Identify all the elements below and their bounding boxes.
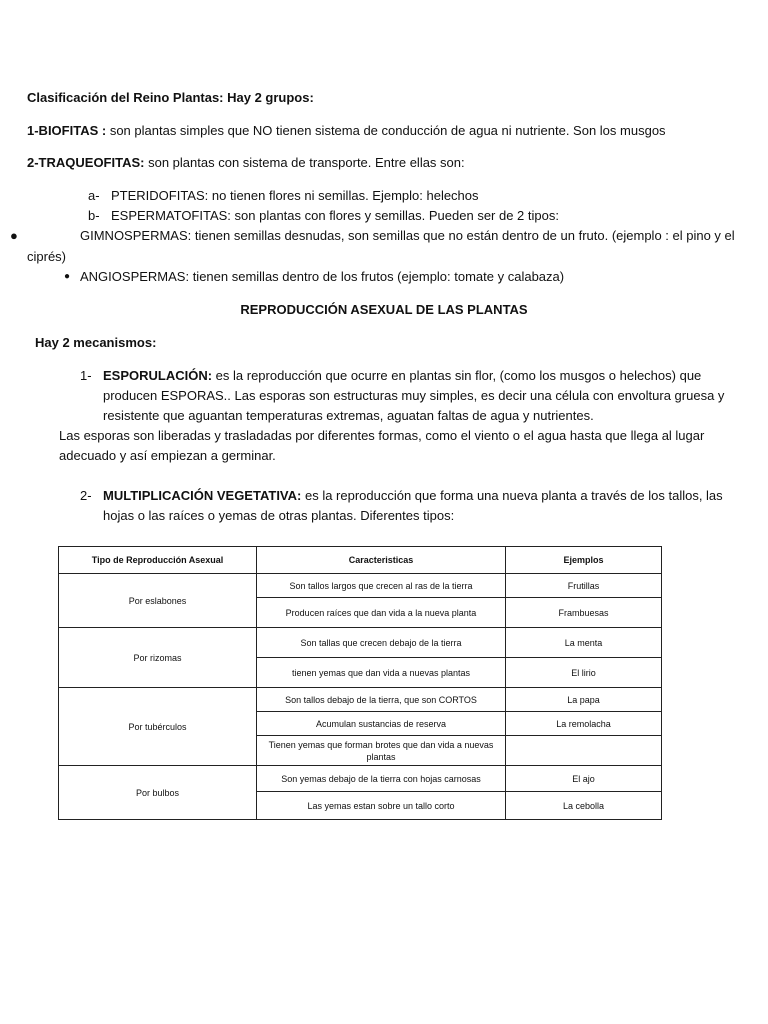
characteristic-cell: Son tallas que crecen debajo de la tierra	[257, 628, 506, 658]
mechanism-1-line3: resistente que aguantan temperaturas extremas, aguatan faltas de agua y nutrientes.	[103, 408, 594, 423]
characteristic-cell: Son yemas debajo de la tierra con hojas carnosas	[257, 766, 506, 792]
characteristic-cell: tienen yemas que dan vida a nuevas plantas	[257, 658, 506, 688]
reproduction-table	[58, 546, 662, 820]
characteristic-cell: Acumulan sustancias de reserva	[257, 712, 506, 736]
item-b-marker: b-	[88, 208, 100, 223]
example-cell: Frambuesas	[506, 598, 662, 628]
example-cell: La remolacha	[506, 712, 662, 736]
example-cell: La menta	[506, 628, 662, 658]
type-rizomas: Por rizomas	[59, 628, 257, 688]
section-heading: REPRODUCCIÓN ASEXUAL DE LAS PLANTAS	[240, 302, 528, 317]
table-header-row	[59, 547, 662, 574]
mechanism-1-line1	[103, 367, 701, 384]
type-eslabones: Por eslabones	[59, 574, 257, 628]
characteristic-cell: Producen raíces que dan vida a la nueva planta	[257, 598, 506, 628]
esporas-line2: adecuado y así empiezan a germinar.	[59, 448, 276, 463]
mecanismos-heading: Hay 2 mecanismos:	[35, 335, 157, 350]
example-cell	[506, 736, 662, 766]
item-b-text: ESPERMATOFITAS: son plantas con flores y semillas. Pueden ser de 2 tipos:	[111, 208, 559, 223]
table-row	[59, 766, 662, 792]
biofitas-paragraph	[27, 122, 666, 139]
mechanism-2-marker: 2-	[80, 488, 92, 503]
characteristic-cell: Las yemas estan sobre un tallo corto	[257, 792, 506, 820]
table-row	[59, 628, 662, 658]
example-cell: Frutillas	[506, 574, 662, 598]
example-cell: El ajo	[506, 766, 662, 792]
mechanism-1-text: es la reproducción que ocurre en plantas sin flor, (como los musgos o helechos) que	[212, 368, 702, 383]
example-cell: La papa	[506, 688, 662, 712]
bullet-icon: ●	[64, 271, 71, 282]
item-a-text: PTERIDOFITAS: no tienen flores ni semillas. Ejemplo: helechos	[111, 188, 479, 203]
item-a-marker: a-	[88, 188, 100, 203]
classification-title: Clasificación del Reino Plantas: Hay 2 grupos:	[27, 90, 314, 105]
type-bulbos: Por bulbos	[59, 766, 257, 820]
table-row	[59, 574, 662, 598]
header-type: Tipo de Reproducción Asexual	[59, 547, 257, 574]
biofitas-text: son plantas simples que NO tienen sistema de conducción de agua ni nutriente. Son los musgos	[109, 123, 666, 138]
esporas-line1: Las esporas son liberadas y trasladadas por diferentes formas, como el viento o el agua hasta que llega al lugar	[59, 428, 705, 443]
angiospermas-text: ANGIOSPERMAS: tienen semillas dentro de los frutos (ejemplo: tomate y calabaza)	[80, 269, 565, 284]
mechanism-2-label: MULTIPLICACIÓN VEGETATIVA:	[103, 488, 302, 503]
traqueofitas-label: 2-TRAQUEOFITAS:	[27, 155, 145, 170]
gimnospermas-line1: GIMNOSPERMAS: tienen semillas desnudas, son semillas que no están dentro de un fruto. (ejemplo : el pino y el	[80, 228, 735, 243]
traqueofitas-text: son plantas con sistema de transporte. Entre ellas son:	[148, 155, 465, 170]
gimnospermas-line2: ciprés)	[27, 249, 67, 264]
characteristic-cell: Son tallos debajo de la tierra, que son CORTOS	[257, 688, 506, 712]
mechanism-2-line2: hojas o las raíces o yemas de otras plantas. Diferentes tipos:	[103, 508, 455, 523]
type-tuberculos: Por tubérculos	[59, 688, 257, 766]
characteristic-cell: Tienen yemas que forman brotes que dan vida a nuevas plantas	[257, 736, 506, 766]
mechanism-1-marker: 1-	[80, 368, 92, 383]
mechanism-2-line1	[103, 487, 723, 504]
header-characteristics: Caracteristicas	[257, 547, 506, 574]
characteristic-cell: Son tallos largos que crecen al ras de la tierra	[257, 574, 506, 598]
mechanism-1-label: ESPORULACIÓN:	[103, 368, 213, 383]
mechanism-2-text: es la reproducción que forma una nueva planta a través de los tallos, las	[301, 488, 723, 503]
traqueofitas-paragraph	[27, 154, 465, 171]
header-examples: Ejemplos	[506, 547, 662, 574]
mechanism-1-line2: producen ESPORAS.. Las esporas son estructuras muy simples, es decir una célula con envoltura gruesa y	[103, 388, 725, 403]
example-cell: El lirio	[506, 658, 662, 688]
bullet-icon: ●	[10, 228, 18, 243]
example-cell: La cebolla	[506, 792, 662, 820]
table-row	[59, 688, 662, 712]
biofitas-label: 1-BIOFITAS :	[27, 123, 107, 138]
